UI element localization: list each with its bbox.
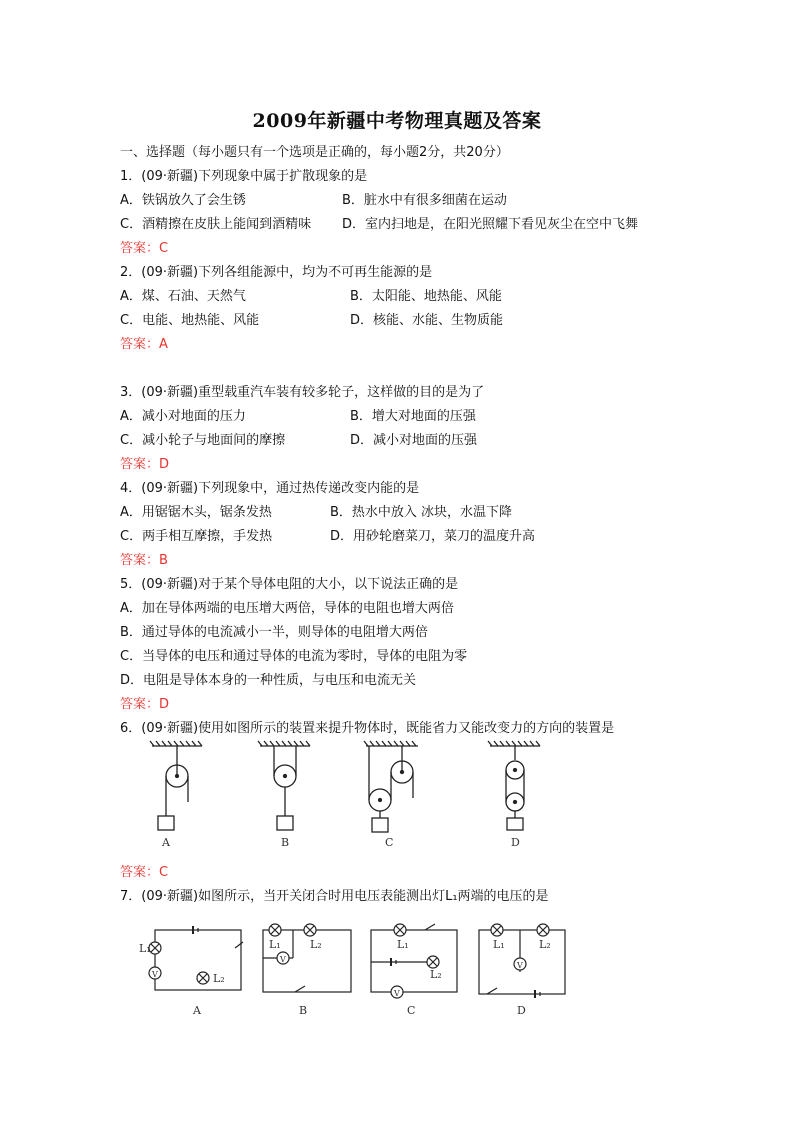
pulley-c-diagram bbox=[364, 741, 418, 832]
circuit-a-l2-label: L₂ bbox=[213, 972, 225, 985]
q3-answer: 答案：D bbox=[120, 457, 170, 472]
q5-option-a: A．加在导体两端的电压增大两倍，导体的电阻也增大两倍 bbox=[120, 601, 454, 616]
page-title: 2009年新疆中考物理真题及答案 bbox=[252, 110, 542, 132]
q5-option-d: D．电阻是导体本身的一种性质，与电压和电流无关 bbox=[120, 673, 417, 688]
pulley-label-b: B bbox=[281, 836, 290, 849]
q1-option-a: A．铁锅放久了会生锈 bbox=[120, 193, 246, 208]
circuit-d-l1-label: L₁ bbox=[493, 938, 505, 951]
q1-option-b: B．脏水中有很多细菌在运动 bbox=[342, 193, 507, 208]
circuit-c-l1-label: L₁ bbox=[397, 938, 409, 951]
circuit-c-diagram bbox=[371, 924, 457, 998]
q3-option-b: B．增大对地面的压强 bbox=[350, 409, 476, 424]
circuit-label-b: B bbox=[299, 1004, 308, 1017]
q1-option-d: D．室内扫地是，在阳光照耀下看见灰尘在空中飞舞 bbox=[342, 217, 639, 232]
q4-option-d: D．用砂轮磨菜刀，菜刀的温度升高 bbox=[330, 529, 536, 544]
pulley-a-diagram bbox=[150, 741, 202, 830]
q3-option-a: A．减小对地面的压力 bbox=[120, 409, 246, 424]
pulley-d-diagram bbox=[488, 741, 540, 830]
question-6-stem: 6．(09·新疆)使用如图所示的装置来提升物体时，既能省力又能改变力的方向的装置是 bbox=[120, 721, 615, 736]
q6-answer: 答案：C bbox=[120, 865, 169, 880]
circuit-label-d: D bbox=[517, 1004, 526, 1017]
circuit-a-l1-label: L₁ bbox=[139, 942, 151, 955]
circuit-c-l2-label: L₂ bbox=[430, 968, 442, 981]
q4-option-c: C．两手相互摩擦，手发热 bbox=[120, 529, 273, 544]
circuit-figure bbox=[135, 918, 585, 1018]
pulley-label-a: A bbox=[162, 836, 170, 849]
q5-answer: 答案：D bbox=[120, 697, 170, 712]
question-3-stem: 3．(09·新疆)重型载重汽车装有较多轮子，这样做的目的是为了 bbox=[120, 385, 485, 400]
circuit-b-l1-label: L₁ bbox=[269, 938, 281, 951]
q5-option-b: B．通过导体的电流减小一半，则导体的电阻增大两倍 bbox=[120, 625, 428, 640]
q2-option-c: C．电能、地热能、风能 bbox=[120, 313, 260, 328]
pulley-label-d: D bbox=[511, 836, 520, 849]
circuit-b-l2-label: L₂ bbox=[310, 938, 322, 951]
circuit-d-l2-label: L₂ bbox=[539, 938, 551, 951]
circuit-label-c: C bbox=[407, 1004, 416, 1017]
circuit-b-voltmeter-label: V bbox=[280, 955, 286, 964]
section-heading: 一、选择题（每小题只有一个选项是正确的，每小题2分，共20分） bbox=[120, 145, 509, 160]
question-4-stem: 4．(09·新疆)下列现象中，通过热传递改变内能的是 bbox=[120, 481, 420, 496]
q1-answer: 答案：C bbox=[120, 241, 169, 256]
circuit-c-voltmeter-label: V bbox=[394, 989, 400, 998]
pulley-b-diagram bbox=[258, 741, 310, 830]
circuit-d-voltmeter-label: V bbox=[517, 961, 523, 970]
circuit-label-a: A bbox=[193, 1004, 201, 1017]
circuit-a-diagram bbox=[149, 926, 243, 990]
q1-option-c: C．酒精擦在皮肤上能闻到酒精味 bbox=[120, 217, 312, 232]
q2-option-b: B．太阳能、地热能、风能 bbox=[350, 289, 502, 304]
q4-option-b: B．热水中放入 冰块，水温下降 bbox=[330, 505, 513, 520]
circuit-b-diagram bbox=[263, 924, 351, 992]
q2-answer: 答案：A bbox=[120, 337, 168, 352]
question-1-stem: 1．(09·新疆)下列现象中属于扩散现象的是 bbox=[120, 169, 368, 184]
q4-option-a: A．用锯锯木头，锯条发热 bbox=[120, 505, 272, 520]
q2-option-d: D．核能、水能、生物质能 bbox=[350, 313, 504, 328]
q3-option-c: C．减小轮子与地面间的摩擦 bbox=[120, 433, 286, 448]
question-2-stem: 2．(09·新疆)下列各组能源中，均为不可再生能源的是 bbox=[120, 265, 433, 280]
q3-option-d: D．减小对地面的压强 bbox=[350, 433, 478, 448]
q4-answer: 答案：B bbox=[120, 553, 168, 568]
pulley-label-c: C bbox=[385, 836, 394, 849]
question-7-stem: 7．(09·新疆)如图所示，当开关闭合时用电压表能测出灯L₁两端的电压的是 bbox=[120, 889, 549, 904]
circuit-a-voltmeter-label: V bbox=[152, 970, 158, 979]
q5-option-c: C．当导体的电压和通过导体的电流为零时，导体的电阻为零 bbox=[120, 649, 468, 664]
pulley-figure bbox=[140, 740, 550, 852]
question-5-stem: 5．(09·新疆)对于某个导体电阻的大小，以下说法正确的是 bbox=[120, 577, 459, 592]
q2-option-a: A．煤、石油、天然气 bbox=[120, 289, 246, 304]
